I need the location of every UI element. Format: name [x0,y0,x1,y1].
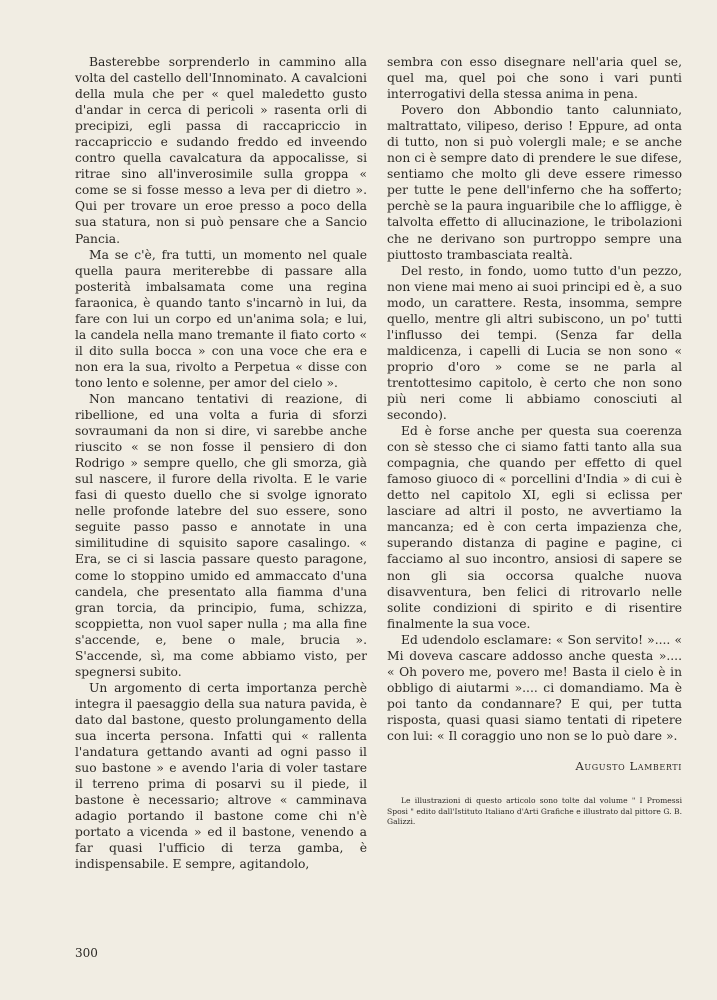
page-number: 300 [75,946,98,960]
paragraph: Un argomento di certa importanza perchè integra il paesaggio della sua natura pavida, è dato dal bastone, questo prolungamento della sua incerta persona. Infatti qui « rallenta l'andatura gettando avanti ad ogni passo il suo bastone » e avendo l'aria di voler tastare il terreno prima di posarvi su il piede, il bastone è necessario; altrove « camminava adagio portando il bastone come chi n'è portato a vicenda » ed il bastone, venendo a far quasi l'ufficio di terza gamba, è indispensabile. E sempre, agitandolo, [75,680,367,872]
left-column [75,54,367,872]
paragraph: Povero don Abbondio tanto calunniato, maltrattato, vilipeso, deriso ! Eppure, ad onta di tutto, non si può volergli male; e se anche non ci è sempre dato di prendere le sue difese, sentiamo che molto gli deve essere rimesso per tutte le pene dell'inferno che ha sofferto; perchè se la paura inguaribile che lo affligge, è talvolta effetto di allucinazione, le tribolazioni che ne derivano son purtroppo sempre una piuttosto trambasciata realtà. [387,103,682,262]
paragraph: Basterebbe sorprenderlo in cammino alla volta del castello dell'Innominato. A cavalcioni della mula che per « quel maledetto gusto d'andar in cerca di pericoli » rasenta orli di precipizi, egli passa di raccapriccio in raccapriccio e sudando freddo ed inveendo contro quella cavalcatura da appocalisse, si ritrae sino all'inverosimile sulla groppa « come se si fosse messo a leva per di dietro ». Qui per trovare un eroe presso a poco della sua statura, non si può pensare che a Sancio Pancia. [75,55,367,246]
paragraph: sembra con esso disegnare nell'aria quel se, quel ma, quel poi che sono i vari punti interrogativi della stessa anima in pena. [387,55,682,102]
author-signature: Augusto Lamberti [575,759,682,774]
paragraph: Ed è forse anche per questa sua coerenza con sè stesso che ci siamo fatti tanto alla sua compagnia, che quando per effetto di quel famoso giuoco di « porcellini d'India » di cui è detto nel capitolo XI, egli si eclissa per lasciare ad altri il posto, ne avvertiamo la mancanza; ed è con certa impazienza che, superando distanza di pagine e pagine, ci facciamo al suo incontro, ansiosi di sapere se non gli sia occorsa qualche nuova disavventura, ben felici di ritrovarlo nelle solite condizioni di spirito e di risentire finalmente la sua voce. [387,424,682,631]
right-column [387,54,682,828]
paragraph: Non mancano tentativi di reazione, di ribellione, ed una volta a furia di sforzi sovraumani da non si dire, vi sarebbe anche riuscito « se non fosse il pensiero di don Rodrigo » sempre quello, che gli smorza, già sul nascere, il furore della rivolta. E le varie fasi di questo duello che si svolge ignorato nelle profonde latebre del suo essere, sono seguite passo passo e annotate in una similitudine di squisito sapore casalingo. « Era, se ci si lascia passare questo paragone, come lo stoppino umido ed ammaccato d'una candela, che presentato alla fiamma d'una gran torcia, da principio, fuma, schizza, scoppietta, non vuol saper nulla ; ma alla fine s'accende, e, bene o male, brucia ». S'accende, sì, ma come abbiamo visto, per spegnersi subito. [75,391,367,679]
paragraph: Del resto, in fondo, uomo tutto d'un pezzo, non viene mai meno ai suoi principi ed è, a suo modo, un carattere. Resta, insomma, sempre quello, mentre gli altri subiscono, un po' tutti l'influsso dei tempi. (Senza far della maldicenza, i capelli di Lucia se non sono « proprio d'oro » come se ne parla al trentottesimo capitolo, è certo che non sono più neri come li abbiamo conosciuti al secondo). [387,263,682,423]
paragraph: Ed udendolo esclamare: « Son servito! ».... « Mi doveva cascare addosso anche questa ».... « Oh povero me, povero me! Basta il cielo è in obbligo di aiutarmi ».... ci domandiamo. Ma è poi tanto da condannare? E qui, per tutta risposta, quasi quasi siamo tentati di ripetere con lui: « Il coraggio uno non se lo può dare ». [387,632,682,743]
illustration-caption: Le illustrazioni di questo articolo sono tolte dal volume " I Promessi Sposi " edito dall'Istituto Italiano d'Arti Grafiche e illustrato dal pittore G. B. Galizzi. [387,796,682,827]
paragraph: Ma se c'è, fra tutti, un momento nel quale quella paura meriterebbe di passare alla posterità imbalsamata come una regina faraonica, è quando tanto s'incarnò in lui, da fare con lui un corpo ed un'anima sola; e lui, la candela nella mano tremante il fiato corto « il dito sulla bocca » con una voce che era e non era la sua, rivolto a Perpetua « disse con tono lento e solenne, per amor del cielo ». [75,247,367,390]
